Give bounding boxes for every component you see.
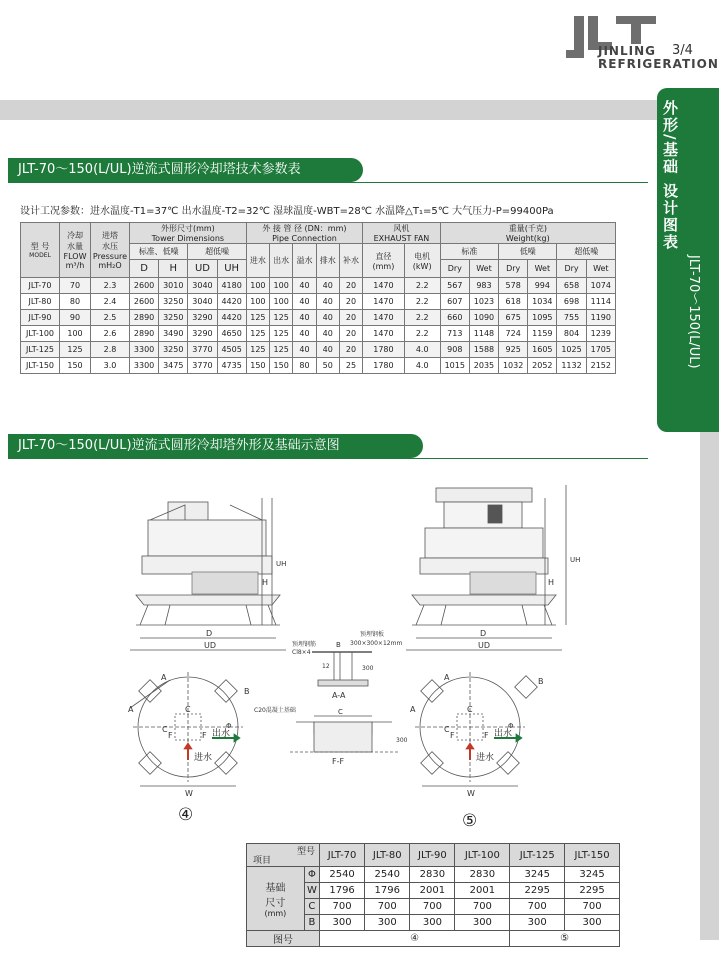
header-UH: UH [217,260,246,278]
spec-cell: 80 [293,358,316,374]
label-C-5-side: C [444,725,450,734]
spec-cell: 1159 [528,326,557,342]
spec-cell: 2600 [130,294,159,310]
cell: 300 [410,915,455,931]
cell: 2295 [565,883,620,899]
spec-cell: 1470 [363,294,405,310]
label-embed-bar: 预埋钢筋 [292,641,317,648]
spec-cell: 1239 [586,326,615,342]
label-inlet-5: 进水 [476,753,495,763]
cell: 3245 [510,867,565,883]
label-F-4a: F [168,731,173,740]
spec-cell: 4650 [217,326,246,342]
section-divider [8,458,648,459]
tower-elevation-left [130,498,286,650]
header-pipe-overflow: 溢水 [293,244,316,278]
spec-cell: 1034 [528,294,557,310]
header-pipe-outlet: 出水 [270,244,293,278]
spec-row [21,278,616,294]
technical-drawings [0,460,719,840]
spec-cell: 3300 [130,342,159,358]
spec-cell: 125 [270,342,293,358]
label-concrete: C20混凝土基础 [254,707,296,714]
spec-cell: 658 [557,278,586,294]
spec-cell: 1470 [363,310,405,326]
foundation-plan-5 [415,672,537,786]
spec-cell: 1095 [528,310,557,326]
label-B-5: B [538,677,544,686]
spec-cell: 90 [60,310,91,326]
spec-cell: 660 [440,310,469,326]
model-cell: JLT-80 [21,294,60,310]
spec-cell: 675 [499,310,528,326]
model-cell: JLT-150 [21,358,60,374]
cell: 300 [565,915,620,931]
cell: 300 [455,915,510,931]
label-F-5a: F [450,731,455,740]
spec-cell: 125 [270,310,293,326]
brand-name-line2: REFRIGERATION [598,57,719,71]
header-dry: Dry [499,260,528,278]
spec-cell: 2.8 [91,342,130,358]
spec-cell: 1470 [363,278,405,294]
label-outlet-4: 出水 [212,729,231,739]
cell: 700 [455,899,510,915]
model-cell: JLT-90 [21,310,60,326]
spec-cell: 3.0 [91,358,130,374]
cell: 700 [565,899,620,915]
spec-cell: 2.4 [91,294,130,310]
spec-cell: 2890 [130,326,159,342]
spec-cell: 755 [557,310,586,326]
spec-table [20,222,616,374]
spec-cell: 1090 [469,310,498,326]
header-weight-ultra: 超低噪 [557,244,616,260]
spec-cell: 908 [440,342,469,358]
cell: 1796 [320,883,365,899]
spec-cell: 150 [270,358,293,374]
header-fan-diameter: 直径 (mm) [363,244,405,278]
corner-bottom: 项目 [253,856,272,866]
header-pipe-inlet: 进水 [246,244,269,278]
spec-cell: 567 [440,278,469,294]
spec-cell: 50 [316,358,339,374]
spec-row [21,358,616,374]
spec-cell: 3290 [188,310,217,326]
header-dims-ultra: 超低噪 [188,244,246,260]
cell: 3245 [565,867,620,883]
brand-name-line1: JINLING [598,44,656,58]
label-B-4: B [244,687,250,696]
spec-cell: 1780 [363,358,405,374]
page-number: 3/4 [672,43,693,58]
dim-label-H-right: H [548,578,555,587]
cell: 2001 [455,883,510,899]
spec-cell: 125 [246,342,269,358]
spec-cell: 698 [557,294,586,310]
label-dim-300-aa: 300 [362,665,374,672]
spec-cell: 40 [293,342,316,358]
spec-cell: 20 [339,294,362,310]
side-tab-model: JLT-70～150(L/UL) [686,255,701,369]
cell: 700 [510,899,565,915]
header-pipe-makeup: 补水 [339,244,362,278]
spec-cell: 925 [499,342,528,358]
spec-cell: 40 [293,310,316,326]
corner-header [247,844,320,867]
corner-top: 型号 [296,847,315,857]
header-H: H [159,260,188,278]
header-weight-low: 低噪 [499,244,557,260]
spec-cell: 40 [316,310,339,326]
header-wet: Wet [586,260,615,278]
foundation-group-label: 基础 尺寸 (mm) [247,867,305,931]
label-section-aa: A-A [332,691,346,700]
spec-cell: 724 [499,326,528,342]
dim-label-UD-right: UD [478,641,491,650]
spec-cell: 40 [316,326,339,342]
spec-cell: 150 [60,358,91,374]
cell: 2540 [320,867,365,883]
model-header: JLT-125 [510,844,565,867]
spec-cell: 25 [339,358,362,374]
spec-row [21,310,616,326]
spec-cell: 1025 [557,342,586,358]
header-dimensions: 外形尺寸(mm) Tower Dimensions [130,223,247,244]
row-key: W [304,883,319,899]
spec-row [21,326,616,342]
spec-cell: 2.2 [404,278,440,294]
spec-cell: 20 [339,342,362,358]
spec-cell: 618 [499,294,528,310]
label-embed-plate: 预埋钢板 [360,631,385,638]
label-B-aa: B [336,641,341,649]
figure-number-4: ④ [178,805,194,825]
spec-cell: 3250 [159,342,188,358]
spec-cell: 607 [440,294,469,310]
spec-cell: 578 [499,278,528,294]
spec-cell: 2.6 [91,326,130,342]
spec-cell: 20 [339,326,362,342]
spec-cell: 1032 [499,358,528,374]
cell: 300 [365,915,410,931]
spec-cell: 125 [270,326,293,342]
spec-cell: 3250 [159,310,188,326]
fig-label: 图号 [247,931,320,947]
header-flow: 冷却 水量 FLOW m³/h [60,223,91,278]
spec-cell: 70 [60,278,91,294]
cell: 2001 [410,883,455,899]
cell: 2830 [455,867,510,883]
model-header: JLT-90 [410,844,455,867]
label-C-4-side: C [162,725,168,734]
section-ff-detail [290,716,398,752]
tower-elevation-right [406,485,566,650]
header-wet: Wet [469,260,498,278]
dim-label-D-right: D [480,629,487,638]
cell: 700 [410,899,455,915]
spec-cell: 804 [557,326,586,342]
spec-cell: 1023 [469,294,498,310]
dim-label-D-left: D [206,629,213,638]
spec-cell: 1015 [440,358,469,374]
cell: 2295 [510,883,565,899]
label-A-5a: A [444,673,450,682]
header-weight-std: 标准 [440,244,498,260]
spec-cell: 40 [316,278,339,294]
label-F-4b: F [202,731,207,740]
spec-cell: 4.0 [404,342,440,358]
spec-cell: 40 [293,278,316,294]
label-C-5: C [467,705,473,714]
spec-cell: 40 [316,294,339,310]
spec-cell: 3290 [188,326,217,342]
spec-cell: 994 [528,278,557,294]
spec-cell: 1605 [528,342,557,358]
spec-cell: 100 [270,278,293,294]
spec-cell: 4735 [217,358,246,374]
spec-cell: 2.2 [404,326,440,342]
design-conditions: 设计工况参数：进水温度-T1=37℃ 出水温度-T2=32℃ 湿球温度-WBT=28℃ 水温降△T₁=5℃ 大气压力-P=99400Pa [20,206,554,217]
label-inlet-4: 进水 [194,753,213,763]
row-key: C [304,899,319,915]
spec-cell: 125 [60,342,91,358]
cell: 2830 [410,867,455,883]
model-cell: JLT-100 [21,326,60,342]
spec-cell: 4420 [217,294,246,310]
spec-cell: 3250 [159,294,188,310]
label-dim-12: 12 [322,663,330,670]
section-title-drawings: JLT-70～150(L/UL)逆流式圆形冷却塔外形及基础示意图 [8,434,423,458]
dim-label-UH-left: UH [276,560,287,568]
label-section-ff: F-F [332,757,345,766]
top-grey-band [0,100,719,120]
row-key: Φ [304,867,319,883]
model-cell: JLT-70 [21,278,60,294]
label-W-4: W [185,789,193,798]
label-outlet-5: 出水 [494,729,513,739]
label-W-5: W [467,789,475,798]
spec-cell: 3300 [130,358,159,374]
header-pipe: 外 接 管 径 (DN：mm) Pipe Connection [246,223,362,244]
spec-cell: 3040 [188,294,217,310]
figure-number-5: ⑤ [462,811,478,831]
spec-cell: 3770 [188,342,217,358]
label-A-5b: A [410,705,416,714]
spec-cell: 40 [316,342,339,358]
spec-cell: 2052 [528,358,557,374]
model-header: JLT-150 [565,844,620,867]
cell: 300 [320,915,365,931]
cell: 700 [365,899,410,915]
row-key: B [304,915,319,931]
spec-cell: 1705 [586,342,615,358]
cell: 1796 [365,883,410,899]
dim-label-H-left: H [262,578,269,587]
label-C-4: C [185,705,191,714]
spec-cell: 2035 [469,358,498,374]
spec-cell: 1588 [469,342,498,358]
foundation-table [246,843,620,947]
model-header: JLT-100 [455,844,510,867]
spec-cell: 125 [246,310,269,326]
spec-cell: 3490 [159,326,188,342]
spec-cell: 3040 [188,278,217,294]
spec-row [21,294,616,310]
spec-cell: 2890 [130,310,159,326]
spec-cell: 2.3 [91,278,130,294]
spec-cell: 1470 [363,326,405,342]
spec-cell: 1114 [586,294,615,310]
cell: 700 [320,899,365,915]
spec-cell: 20 [339,310,362,326]
spec-cell: 1780 [363,342,405,358]
spec-cell: 1148 [469,326,498,342]
cell: 300 [510,915,565,931]
spec-cell: 4.0 [404,358,440,374]
header-wet: Wet [528,260,557,278]
spec-cell: 40 [293,326,316,342]
dim-label-UD-left: UD [204,641,217,650]
spec-cell: 100 [60,326,91,342]
section-title-specs: JLT-70～150(L/UL)逆流式圆形冷却塔技术参数表 [8,158,363,182]
spec-cell: 4180 [217,278,246,294]
spec-cell: 100 [270,294,293,310]
header-fan: 风机 EXHAUST FAN [363,223,441,244]
label-C-ff: C [338,708,343,716]
spec-cell: 125 [246,326,269,342]
label-embed-bar-size: Cl8×4 [292,649,311,656]
model-header: JLT-80 [365,844,410,867]
cell: 2540 [365,867,410,883]
label-phi-5: Φ [508,722,514,730]
header-UD: UD [188,260,217,278]
spec-cell: 3770 [188,358,217,374]
header-dims-std: 标准、低噪 [130,244,188,260]
header-pipe-drain: 排水 [316,244,339,278]
model-header: JLT-70 [320,844,365,867]
header-dry: Dry [557,260,586,278]
spec-cell: 80 [60,294,91,310]
label-A-4b: A [128,705,134,714]
spec-cell: 3010 [159,278,188,294]
spec-cell: 1074 [586,278,615,294]
spec-cell: 1132 [557,358,586,374]
fig-ref-4: ④ [320,931,510,947]
spec-cell: 983 [469,278,498,294]
spec-cell: 4420 [217,310,246,326]
label-embed-plate-size: 300×300×12mm [350,640,403,647]
spec-cell: 2.2 [404,294,440,310]
spec-cell: 100 [246,278,269,294]
spec-cell: 40 [293,294,316,310]
header-dry: Dry [440,260,469,278]
spec-cell: 1190 [586,310,615,326]
spec-cell: 100 [246,294,269,310]
spec-cell: 713 [440,326,469,342]
header-weight: 重量(千克) Weight(kg) [440,223,615,244]
spec-cell: 20 [339,278,362,294]
label-phi-4: Φ [226,722,232,730]
side-tab-title: 外形/基础 设计图表 [661,100,679,251]
spec-cell: 2.5 [91,310,130,326]
spec-cell: 2600 [130,278,159,294]
spec-cell: 150 [246,358,269,374]
spec-cell: 3475 [159,358,188,374]
spec-cell: 2152 [586,358,615,374]
label-A-4a: A [161,673,167,682]
spec-cell: 4505 [217,342,246,358]
spec-row [21,342,616,358]
section-divider [8,182,648,183]
label-F-5b: F [484,731,489,740]
model-cell: JLT-125 [21,342,60,358]
header-model: 型 号 MODEL [21,223,60,278]
header-pressure: 进塔 水压 Pressure mH₂O [91,223,130,278]
label-dim-300-ff: 300 [396,737,408,744]
dim-label-UH-right: UH [570,556,581,564]
header-D: D [130,260,159,278]
spec-cell: 2.2 [404,310,440,326]
header-fan-motor: 电机 (kW) [404,244,440,278]
fig-ref-5: ⑤ [510,931,620,947]
